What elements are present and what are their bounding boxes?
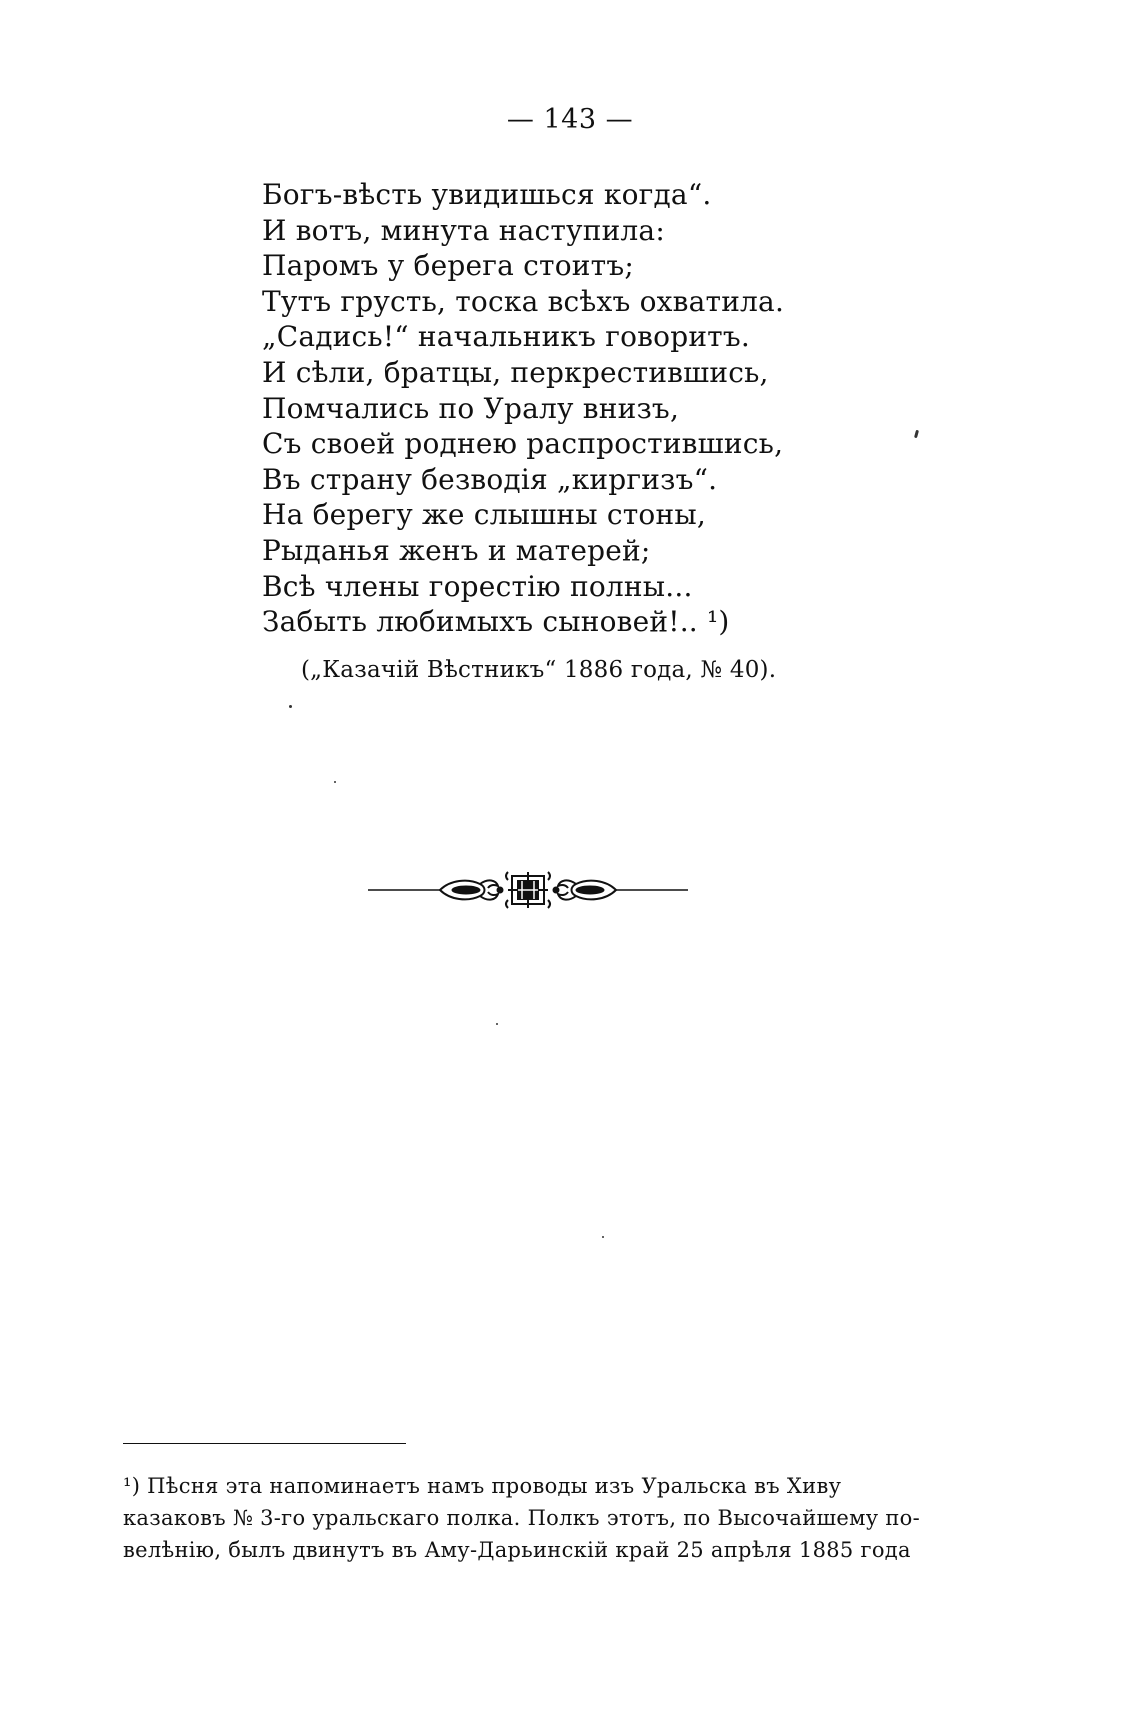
poem-line: Помчались по Уралу внизъ, xyxy=(262,391,680,425)
footnote xyxy=(123,1470,937,1566)
source-citation: („Казачій Вѣстникъ“ 1886 года, № 40). xyxy=(301,657,777,683)
ornament-left-flourish xyxy=(440,880,503,899)
ornament-center-emblem xyxy=(506,872,550,908)
poem-line: Богъ-вѣсть увидишься когда“. xyxy=(262,178,712,211)
poem-line: Съ своей роднею распростившись, xyxy=(262,427,784,461)
poem-line: На берегу же слышны стоны, xyxy=(262,498,706,532)
poem-line: Паромъ у берега стоитъ; xyxy=(262,249,634,283)
scan-speck xyxy=(289,705,292,708)
footnote-line: велѣнію, былъ двинутъ въ Аму-Дарьинскій край 25 апрѣля 1885 года xyxy=(123,1538,911,1562)
footnote-separator xyxy=(123,1443,406,1444)
ornament-right-flourish xyxy=(553,880,616,899)
scan-speck xyxy=(602,1236,604,1238)
poem-line: Рыданья женъ и матерей; xyxy=(262,533,651,567)
poem-line: „Садись!“ начальникъ говоритъ. xyxy=(262,320,750,354)
footnote-line: ¹) Пѣсня эта напоминаетъ намъ проводы изъ Уральска въ Хиву xyxy=(123,1474,842,1498)
footnote-line: казаковъ № 3-го уральскаго полка. Полкъ этотъ, по Высочайшему по- xyxy=(123,1506,920,1530)
poem-line: И вотъ, минута наступила: xyxy=(262,213,665,247)
poem-line: Тутъ грусть, тоска всѣхъ охватила. xyxy=(262,284,785,318)
scan-speck xyxy=(496,1023,498,1025)
poem xyxy=(262,177,784,640)
scan-speck xyxy=(334,781,336,783)
page-number: — 143 — xyxy=(506,104,634,135)
poem-line: Всѣ члены горестію полны... xyxy=(262,569,693,603)
ornament-divider xyxy=(368,868,688,912)
poem-line: И сѣли, братцы, перкрестившись, xyxy=(262,355,769,389)
poem-line: Въ страну безводія „киргизъ“. xyxy=(262,462,718,496)
scan-speck xyxy=(914,430,919,439)
poem-line: Забыть любимыхъ сыновей!.. ¹) xyxy=(262,605,730,639)
